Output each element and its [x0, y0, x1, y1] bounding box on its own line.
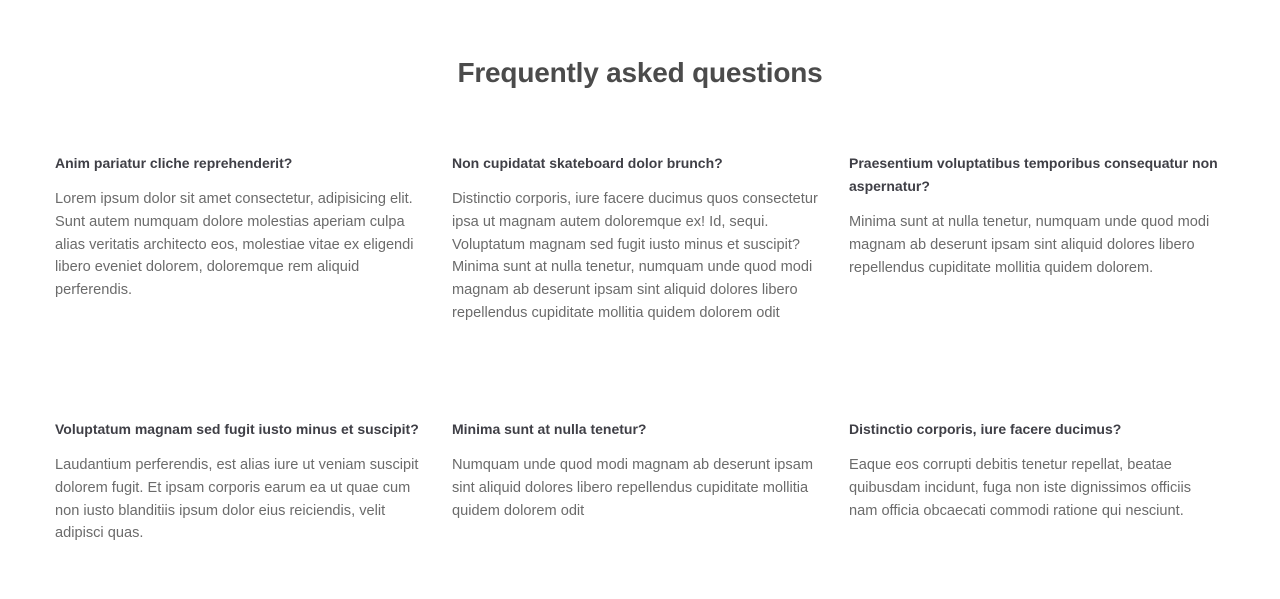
faq-answer: Eaque eos corrupti debitis tenetur repellat, beatae quibusdam incidunt, fuga non iste dignissimos officiis nam officia obcaecati commodi ratione qui nesciunt. [849, 457, 1192, 519]
faq-question: Non cupidatat skateboard dolor brunch? [452, 155, 723, 171]
faq-question: Praesentium voluptatibus temporibus consequatur non aspernatur? [849, 155, 1218, 194]
faq-grid [55, 152, 1225, 558]
faq-item [452, 418, 832, 558]
faq-answer: Minima sunt at nulla tenetur, numquam unde quod modi magnam ab deserunt ipsam sint aliquid dolores libero repellendus cupiditate mollitia quidem dolorem. [849, 214, 1210, 276]
faq-item [849, 418, 1229, 558]
faq-answer: Laudantium perferendis, est alias iure ut veniam suscipit dolorem fugit. Et ipsam corporis earum ea ut quae cum non iusto blanditiis ipsum dolor eius reiciendis, velit adipisci quas. [55, 457, 419, 542]
faq-item [849, 152, 1229, 418]
faq-item [55, 418, 435, 558]
faq-question: Distinctio corporis, iure facere ducimus? [849, 421, 1122, 437]
faq-item [55, 152, 435, 418]
faq-question: Voluptatum magnam sed fugit iusto minus et suscipit? [55, 421, 419, 437]
faq-answer: Lorem ipsum dolor sit amet consectetur, adipisicing elit. Sunt autem numquam dolore molestias aperiam culpa alias veritatis architecto eos, molestiae vitae ex eligendi libero eveniet dolorem, doloremque rem aliquid perferendis. [55, 191, 414, 299]
page-title: Frequently asked questions [457, 57, 823, 88]
faq-item [452, 152, 832, 418]
faq-answer: Numquam unde quod modi magnam ab deserunt ipsam sint aliquid dolores libero repellendus cupiditate mollitia quidem dolorem odit [452, 457, 813, 519]
faq-question: Minima sunt at nulla tenetur? [452, 421, 647, 437]
faq-question: Anim pariatur cliche reprehenderit? [55, 155, 293, 171]
faq-answer: Distinctio corporis, iure facere ducimus quos consectetur ipsa ut magnam autem doloremque ex! Id, sequi. Voluptatum magnam sed fugit iusto minus et suscipit? Minima sunt at nulla tenetur, numquam unde quod modi magnam ab deserunt ipsam sint aliquid dolores libero repellendus cupiditate mollitia quidem dolorem odit [452, 191, 818, 321]
